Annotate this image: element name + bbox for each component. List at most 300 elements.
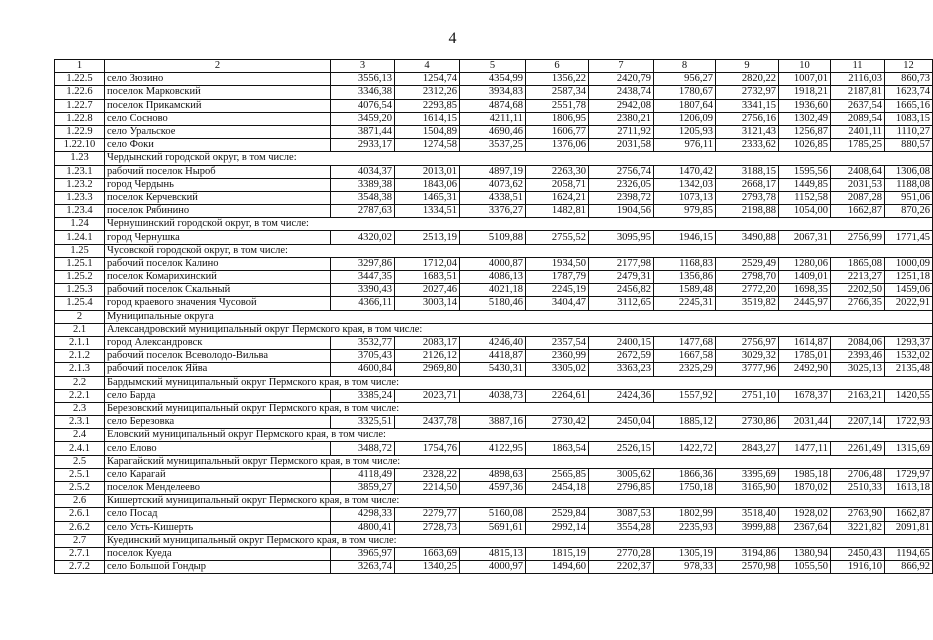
- value-cell: 1477,11: [779, 442, 831, 455]
- value-cell: 2450,04: [589, 416, 654, 429]
- row-code: 2.6: [55, 495, 105, 508]
- value-cell: 2798,70: [716, 271, 779, 284]
- value-cell: 4076,54: [331, 99, 395, 112]
- value-cell: 3777,96: [716, 363, 779, 376]
- table-row: [55, 336, 933, 349]
- value-cell: 1280,06: [779, 257, 831, 270]
- table-row: [55, 297, 933, 310]
- value-cell: 1904,56: [589, 205, 654, 218]
- value-cell: 1780,67: [654, 86, 716, 99]
- value-cell: 1073,13: [654, 191, 716, 204]
- locality-name: село Посад: [105, 508, 331, 521]
- value-cell: 4800,41: [331, 521, 395, 534]
- value-cell: 4418,87: [460, 350, 526, 363]
- value-cell: 1557,92: [654, 389, 716, 402]
- value-cell: 5180,46: [460, 297, 526, 310]
- table-row: [55, 442, 933, 455]
- value-cell: 2672,59: [589, 350, 654, 363]
- value-cell: 3965,97: [331, 547, 395, 560]
- value-cell: 2479,31: [589, 271, 654, 284]
- locality-name: рабочий поселок Всеволодо-Вильва: [105, 350, 331, 363]
- value-cell: 3934,83: [460, 86, 526, 99]
- table-row: [55, 205, 933, 218]
- locality-name: город краевого значения Чусовой: [105, 297, 331, 310]
- value-cell: 1698,35: [779, 284, 831, 297]
- value-cell: 2312,26: [395, 86, 460, 99]
- group-title: Чернушинский городской округ, в том числе:: [105, 218, 933, 231]
- value-cell: 1342,03: [654, 178, 716, 191]
- value-cell: 4600,84: [331, 363, 395, 376]
- value-cell: 1624,21: [526, 191, 589, 204]
- value-cell: 5160,08: [460, 508, 526, 521]
- value-cell: 4898,63: [460, 468, 526, 481]
- value-cell: 2023,71: [395, 389, 460, 402]
- group-title: Карагайский муниципальный округ Пермского края, в том числе:: [105, 455, 933, 468]
- value-cell: 2526,15: [589, 442, 654, 455]
- value-cell: 2728,73: [395, 521, 460, 534]
- value-cell: 2245,19: [526, 284, 589, 297]
- value-cell: 2529,84: [526, 508, 589, 521]
- value-cell: 2438,74: [589, 86, 654, 99]
- value-cell: 1750,18: [654, 482, 716, 495]
- value-cell: 2263,30: [526, 165, 589, 178]
- value-cell: 3395,69: [716, 468, 779, 481]
- locality-name: город Чернушка: [105, 231, 331, 244]
- value-cell: 2766,35: [831, 297, 885, 310]
- value-cell: 1315,69: [885, 442, 933, 455]
- table-row: [55, 125, 933, 138]
- value-cell: 2214,50: [395, 482, 460, 495]
- row-code: 1.23.3: [55, 191, 105, 204]
- value-cell: 5109,88: [460, 231, 526, 244]
- value-cell: 1678,37: [779, 389, 831, 402]
- row-code: 2.1: [55, 323, 105, 336]
- value-cell: 1722,93: [885, 416, 933, 429]
- locality-name: село Березовка: [105, 416, 331, 429]
- value-cell: 2793,78: [716, 191, 779, 204]
- value-cell: 2763,90: [831, 508, 885, 521]
- group-row: [55, 495, 933, 508]
- value-cell: 2261,49: [831, 442, 885, 455]
- value-cell: 2772,20: [716, 284, 779, 297]
- group-row: [55, 323, 933, 336]
- value-cell: 1482,81: [526, 205, 589, 218]
- value-cell: 2492,90: [779, 363, 831, 376]
- row-code: 1.23: [55, 152, 105, 165]
- row-code: 1.24.1: [55, 231, 105, 244]
- table-row: [55, 363, 933, 376]
- value-cell: 2732,97: [716, 86, 779, 99]
- group-title: Кишертский муниципальный округ Пермского края, в том числе:: [105, 495, 933, 508]
- column-header: 6: [526, 60, 589, 73]
- row-code: 1.22.5: [55, 73, 105, 86]
- value-cell: 2751,10: [716, 389, 779, 402]
- value-cell: 1168,83: [654, 257, 716, 270]
- value-cell: 2027,46: [395, 284, 460, 297]
- value-cell: 880,57: [885, 139, 933, 152]
- table-header: [55, 60, 933, 73]
- row-code: 2.4: [55, 429, 105, 442]
- value-cell: 1409,01: [779, 271, 831, 284]
- row-code: 2: [55, 310, 105, 323]
- locality-name: село Усть-Кишерть: [105, 521, 331, 534]
- value-cell: 5691,61: [460, 521, 526, 534]
- value-cell: 3325,51: [331, 416, 395, 429]
- value-cell: 2437,78: [395, 416, 460, 429]
- row-code: 1.22.9: [55, 125, 105, 138]
- row-code: 2.1.1: [55, 336, 105, 349]
- row-code: 1.25.1: [55, 257, 105, 270]
- value-cell: 1380,94: [779, 547, 831, 560]
- value-cell: 4815,13: [460, 547, 526, 560]
- locality-name: село Барда: [105, 389, 331, 402]
- value-cell: 3112,65: [589, 297, 654, 310]
- value-cell: 1459,06: [885, 284, 933, 297]
- value-cell: 2367,64: [779, 521, 831, 534]
- value-cell: 2450,43: [831, 547, 885, 560]
- value-cell: 2513,19: [395, 231, 460, 244]
- value-cell: 2730,42: [526, 416, 589, 429]
- table-row: [55, 165, 933, 178]
- value-cell: 2942,08: [589, 99, 654, 112]
- value-cell: 1055,50: [779, 561, 831, 574]
- value-cell: 1504,89: [395, 125, 460, 138]
- row-code: 1.22.8: [55, 112, 105, 125]
- value-cell: 3518,40: [716, 508, 779, 521]
- value-cell: 1662,87: [831, 205, 885, 218]
- value-cell: 866,92: [885, 561, 933, 574]
- value-cell: 1815,19: [526, 547, 589, 560]
- value-cell: 2031,53: [831, 178, 885, 191]
- value-cell: 1302,49: [779, 112, 831, 125]
- value-cell: 1340,25: [395, 561, 460, 574]
- value-cell: 3263,74: [331, 561, 395, 574]
- column-header: 12: [885, 60, 933, 73]
- table-row: [55, 139, 933, 152]
- value-cell: 2756,74: [589, 165, 654, 178]
- value-cell: 2756,16: [716, 112, 779, 125]
- value-cell: 1916,10: [831, 561, 885, 574]
- table-row: [55, 521, 933, 534]
- value-cell: 1863,54: [526, 442, 589, 455]
- value-cell: 1946,15: [654, 231, 716, 244]
- table-row: [55, 508, 933, 521]
- value-cell: 2067,31: [779, 231, 831, 244]
- group-row: [55, 152, 933, 165]
- value-cell: 2755,52: [526, 231, 589, 244]
- value-cell: 5430,31: [460, 363, 526, 376]
- value-cell: 3385,24: [331, 389, 395, 402]
- value-cell: 2357,54: [526, 336, 589, 349]
- locality-name: село Карагай: [105, 468, 331, 481]
- value-cell: 2126,12: [395, 350, 460, 363]
- value-cell: 4354,99: [460, 73, 526, 86]
- row-code: 1.24: [55, 218, 105, 231]
- group-row: [55, 244, 933, 257]
- value-cell: 2401,11: [831, 125, 885, 138]
- value-cell: 2587,34: [526, 86, 589, 99]
- value-cell: 1787,79: [526, 271, 589, 284]
- value-cell: 1623,74: [885, 86, 933, 99]
- locality-name: село Елово: [105, 442, 331, 455]
- value-cell: 3459,20: [331, 112, 395, 125]
- value-cell: 2820,22: [716, 73, 779, 86]
- value-cell: 2637,54: [831, 99, 885, 112]
- header-row: [55, 60, 933, 73]
- value-cell: 956,27: [654, 73, 716, 86]
- value-cell: 1356,86: [654, 271, 716, 284]
- row-code: 1.25.4: [55, 297, 105, 310]
- value-cell: 2293,85: [395, 99, 460, 112]
- value-cell: 4038,73: [460, 389, 526, 402]
- value-cell: 4690,46: [460, 125, 526, 138]
- row-code: 1.25: [55, 244, 105, 257]
- group-title: Чусовской городской округ, в том числе:: [105, 244, 933, 257]
- value-cell: 3305,02: [526, 363, 589, 376]
- value-cell: 2135,48: [885, 363, 933, 376]
- value-cell: 1254,74: [395, 73, 460, 86]
- value-cell: 2445,97: [779, 297, 831, 310]
- group-title: Куединский муниципальный округ Пермского края, в том числе:: [105, 534, 933, 547]
- value-cell: 1662,87: [885, 508, 933, 521]
- value-cell: 1000,09: [885, 257, 933, 270]
- table-row: [55, 271, 933, 284]
- locality-name: город Чердынь: [105, 178, 331, 191]
- value-cell: 3519,82: [716, 297, 779, 310]
- locality-name: рабочий поселок Скальный: [105, 284, 331, 297]
- row-code: 2.1.3: [55, 363, 105, 376]
- locality-name: город Александровск: [105, 336, 331, 349]
- value-cell: 2198,88: [716, 205, 779, 218]
- value-cell: 1589,48: [654, 284, 716, 297]
- value-cell: 4320,02: [331, 231, 395, 244]
- value-cell: 1807,64: [654, 99, 716, 112]
- value-cell: 3556,13: [331, 73, 395, 86]
- value-cell: 3194,86: [716, 547, 779, 560]
- row-code: 1.23.2: [55, 178, 105, 191]
- value-cell: 1885,12: [654, 416, 716, 429]
- value-cell: 951,06: [885, 191, 933, 204]
- value-cell: 2177,98: [589, 257, 654, 270]
- value-cell: 2235,93: [654, 521, 716, 534]
- value-cell: 2202,37: [589, 561, 654, 574]
- value-cell: 4366,11: [331, 297, 395, 310]
- value-cell: 2510,33: [831, 482, 885, 495]
- table-row: [55, 231, 933, 244]
- table-row: [55, 482, 933, 495]
- locality-name: село Сосново: [105, 112, 331, 125]
- value-cell: 3859,27: [331, 482, 395, 495]
- value-cell: 3005,62: [589, 468, 654, 481]
- value-cell: 2770,28: [589, 547, 654, 560]
- value-cell: 1205,93: [654, 125, 716, 138]
- value-cell: 2756,97: [716, 336, 779, 349]
- value-cell: 4021,18: [460, 284, 526, 297]
- value-cell: 2031,44: [779, 416, 831, 429]
- value-cell: 4000,87: [460, 257, 526, 270]
- value-cell: 2326,05: [589, 178, 654, 191]
- group-row: [55, 376, 933, 389]
- column-header: 2: [105, 60, 331, 73]
- value-cell: 1007,01: [779, 73, 831, 86]
- row-code: 2.5.2: [55, 482, 105, 495]
- group-title: Еловский муниципальный округ Пермского края, в том числе:: [105, 429, 933, 442]
- value-cell: 1465,31: [395, 191, 460, 204]
- column-header: 11: [831, 60, 885, 73]
- table-row: [55, 547, 933, 560]
- group-row: [55, 534, 933, 547]
- value-cell: 1806,95: [526, 112, 589, 125]
- value-cell: 3121,43: [716, 125, 779, 138]
- value-cell: 2116,03: [831, 73, 885, 86]
- value-cell: 1729,97: [885, 468, 933, 481]
- value-cell: 4338,51: [460, 191, 526, 204]
- value-cell: 2031,58: [589, 139, 654, 152]
- value-cell: 1928,02: [779, 508, 831, 521]
- value-cell: 4000,97: [460, 561, 526, 574]
- row-code: 2.7.1: [55, 547, 105, 560]
- column-header: 1: [55, 60, 105, 73]
- row-code: 2.7.2: [55, 561, 105, 574]
- value-cell: 4034,37: [331, 165, 395, 178]
- value-cell: 3095,95: [589, 231, 654, 244]
- value-cell: 1614,87: [779, 336, 831, 349]
- value-cell: 3554,28: [589, 521, 654, 534]
- value-cell: 2245,31: [654, 297, 716, 310]
- value-cell: 979,85: [654, 205, 716, 218]
- value-cell: 1843,06: [395, 178, 460, 191]
- row-code: 1.22.6: [55, 86, 105, 99]
- group-row: [55, 455, 933, 468]
- value-cell: 4122,95: [460, 442, 526, 455]
- value-cell: 1305,19: [654, 547, 716, 560]
- value-cell: 1334,51: [395, 205, 460, 218]
- value-cell: 976,11: [654, 139, 716, 152]
- value-cell: 1663,69: [395, 547, 460, 560]
- row-code: 2.7: [55, 534, 105, 547]
- value-cell: 1152,58: [779, 191, 831, 204]
- value-cell: 3346,38: [331, 86, 395, 99]
- value-cell: 1985,18: [779, 468, 831, 481]
- value-cell: 3029,32: [716, 350, 779, 363]
- value-cell: 2570,98: [716, 561, 779, 574]
- value-cell: 2084,06: [831, 336, 885, 349]
- value-cell: 1477,68: [654, 336, 716, 349]
- value-cell: 1785,01: [779, 350, 831, 363]
- locality-name: село Фоки: [105, 139, 331, 152]
- value-cell: 3548,38: [331, 191, 395, 204]
- row-code: 2.6.2: [55, 521, 105, 534]
- table-row: [55, 389, 933, 402]
- value-cell: 1083,15: [885, 112, 933, 125]
- value-cell: 4118,49: [331, 468, 395, 481]
- value-cell: 1667,58: [654, 350, 716, 363]
- value-cell: 1293,37: [885, 336, 933, 349]
- locality-name: поселок Керчевский: [105, 191, 331, 204]
- value-cell: 2706,48: [831, 468, 885, 481]
- value-cell: 1802,99: [654, 508, 716, 521]
- value-cell: 3221,82: [831, 521, 885, 534]
- value-cell: 1251,18: [885, 271, 933, 284]
- value-cell: 2325,29: [654, 363, 716, 376]
- value-cell: 3376,27: [460, 205, 526, 218]
- locality-name: поселок Рябинино: [105, 205, 331, 218]
- table-row: [55, 284, 933, 297]
- value-cell: 1449,85: [779, 178, 831, 191]
- value-cell: 3887,16: [460, 416, 526, 429]
- value-cell: 1470,42: [654, 165, 716, 178]
- value-cell: 3871,44: [331, 125, 395, 138]
- group-row: [55, 402, 933, 415]
- locality-name: село Уральское: [105, 125, 331, 138]
- column-header: 3: [331, 60, 395, 73]
- row-code: 2.5.1: [55, 468, 105, 481]
- locality-name: рабочий поселок Яйва: [105, 363, 331, 376]
- value-cell: 2843,27: [716, 442, 779, 455]
- value-cell: 2529,49: [716, 257, 779, 270]
- value-cell: 2668,17: [716, 178, 779, 191]
- row-code: 1.25.2: [55, 271, 105, 284]
- value-cell: 3389,38: [331, 178, 395, 191]
- table-row: [55, 112, 933, 125]
- value-cell: 1614,15: [395, 112, 460, 125]
- value-cell: 2992,14: [526, 521, 589, 534]
- value-cell: 2456,82: [589, 284, 654, 297]
- locality-name: поселок Комарихинский: [105, 271, 331, 284]
- value-cell: 1206,09: [654, 112, 716, 125]
- value-cell: 1274,58: [395, 139, 460, 152]
- value-cell: 1712,04: [395, 257, 460, 270]
- value-cell: 1420,55: [885, 389, 933, 402]
- value-cell: 3705,43: [331, 350, 395, 363]
- group-title: Чердынский городской округ, в том числе:: [105, 152, 933, 165]
- value-cell: 4246,40: [460, 336, 526, 349]
- value-cell: 1422,72: [654, 442, 716, 455]
- value-cell: 2091,81: [885, 521, 933, 534]
- value-cell: 3165,90: [716, 482, 779, 495]
- table-row: [55, 178, 933, 191]
- value-cell: 2083,17: [395, 336, 460, 349]
- column-header: 7: [589, 60, 654, 73]
- value-cell: 2756,99: [831, 231, 885, 244]
- value-cell: 4897,19: [460, 165, 526, 178]
- row-code: 2.4.1: [55, 442, 105, 455]
- locality-name: поселок Прикамский: [105, 99, 331, 112]
- value-cell: 2565,85: [526, 468, 589, 481]
- value-cell: 3297,86: [331, 257, 395, 270]
- value-cell: 3341,15: [716, 99, 779, 112]
- value-cell: 1110,27: [885, 125, 933, 138]
- value-cell: 3532,77: [331, 336, 395, 349]
- value-cell: 2207,14: [831, 416, 885, 429]
- value-cell: 2969,80: [395, 363, 460, 376]
- value-cell: 2424,36: [589, 389, 654, 402]
- value-cell: 1613,18: [885, 482, 933, 495]
- table-row: [55, 561, 933, 574]
- locality-name: рабочий поселок Ныроб: [105, 165, 331, 178]
- table-row: [55, 191, 933, 204]
- value-cell: 3025,13: [831, 363, 885, 376]
- value-cell: 2279,77: [395, 508, 460, 521]
- value-cell: 1936,60: [779, 99, 831, 112]
- value-cell: 2333,62: [716, 139, 779, 152]
- value-cell: 1188,08: [885, 178, 933, 191]
- group-row: [55, 310, 933, 323]
- value-cell: 2089,54: [831, 112, 885, 125]
- group-row: [55, 218, 933, 231]
- value-cell: 4073,62: [460, 178, 526, 191]
- row-code: 2.6.1: [55, 508, 105, 521]
